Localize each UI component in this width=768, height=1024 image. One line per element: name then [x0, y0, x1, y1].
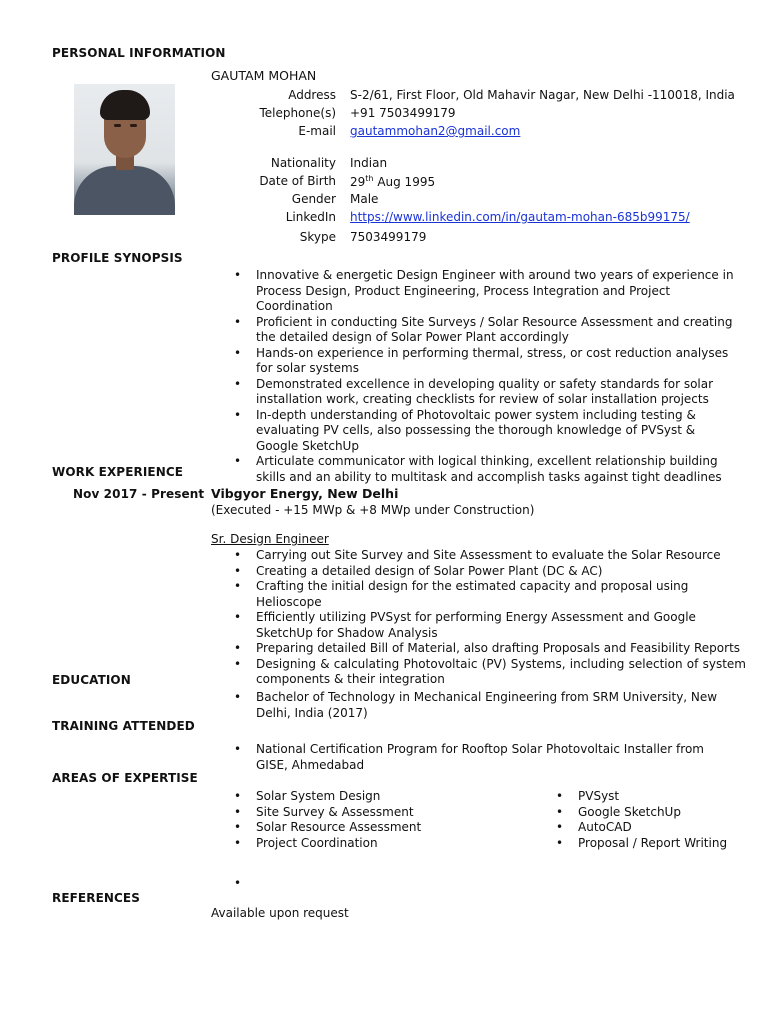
list-item: • Solar Resource Assessment — [234, 820, 422, 834]
email-label: E-mail — [298, 124, 336, 138]
list-item: • Proficient in conducting Site Surveys / Solar Resource Assessment and creating the detailed design of Solar Power Plant accordingly — [234, 314, 733, 344]
list-item: • Efficiently utilizing PVSyst for performing Energy Assessment and Google SketchUp for Shadow Analysis — [234, 610, 696, 640]
list-item: • Project Coordination — [234, 835, 378, 850]
linkedin-link[interactable]: https://www.linkedin.com/in/gautam-mohan-685b99175/ — [350, 210, 690, 224]
profile-list — [234, 268, 734, 485]
work-list — [234, 548, 746, 688]
list-item: • AutoCAD — [556, 820, 632, 834]
address-label: Address — [288, 88, 336, 102]
list-item: • Designing & calculating Photovoltaic (PV) Systems, including selection of system components & their integration — [234, 656, 746, 686]
list-item: • Carrying out Site Survey and Site Assessment to evaluate the Solar Resource — [234, 548, 721, 562]
linkedin-label: LinkedIn — [285, 210, 336, 224]
section-work-experience: WORK EXPERIENCE — [52, 465, 184, 479]
name-bar — [207, 68, 768, 85]
list-item: • National Certification Program for Rooftop Solar Photovoltaic Installer from GISE, Ahmedabad — [234, 742, 704, 772]
role-title: Sr. Design Engineer — [211, 532, 329, 546]
skype-value: 7503499179 — [350, 230, 427, 244]
executed-note: (Executed - +15 MWp & +8 MWp under Construction) — [211, 503, 535, 517]
address-value: S-2/61, First Floor, Old Mahavir Nagar, New Delhi -110018, India — [350, 88, 735, 102]
nationality-label: Nationality — [270, 156, 336, 170]
empty-bullet: • — [234, 876, 242, 890]
person-name: GAUTAM MOHAN — [211, 68, 317, 83]
dob-suffix: th — [365, 174, 374, 183]
profile-photo — [74, 84, 175, 215]
training-list — [234, 742, 726, 773]
expertise-list-right — [556, 789, 758, 851]
list-item: • Preparing detailed Bill of Material, also drafting Proposals and Feasibility Reports — [234, 641, 741, 655]
dob-day: 29 — [350, 175, 366, 189]
section-personal-information: PERSONAL INFORMATION — [52, 46, 226, 60]
list-item: • Articulate communicator with logical thinking, excellent relationship building skills and an ability to multitask and accomplish tasks against tight deadlines — [234, 454, 722, 484]
nationality-value: Indian — [350, 156, 388, 170]
skype-label: Skype — [299, 230, 336, 244]
list-item: • Innovative & energetic Design Engineer with around two years of experience in Process Design, Product Engineering, Process Integration and Project Coordination — [234, 268, 734, 313]
section-training-attended: TRAINING ATTENDED — [52, 719, 195, 733]
list-item: • Creating a detailed design of Solar Power Plant (DC & AC) — [234, 563, 603, 578]
list-item: • PVSyst — [556, 789, 620, 803]
list-item: • Crafting the initial design for the estimated capacity and proposal using Helioscope — [234, 579, 689, 609]
telephone-label: Telephone(s) — [259, 106, 336, 120]
list-item: • Demonstrated excellence in developing quality or safety standards for solar installation work, creating checklists for review of solar installation projects — [234, 376, 714, 406]
dob-value — [350, 174, 435, 189]
dob-label: Date of Birth — [259, 174, 336, 188]
work-period: Nov 2017 - Present — [73, 487, 205, 501]
section-areas-of-expertise: AREAS OF EXPERTISE — [52, 771, 198, 785]
dob-rest: Aug 1995 — [373, 175, 436, 189]
list-item: • Bachelor of Technology in Mechanical Engineering from SRM University, New Delhi, India (2017) — [234, 690, 718, 720]
list-item: • Site Survey & Assessment — [234, 804, 414, 819]
section-references: REFERENCES — [52, 891, 140, 905]
list-item: • Google SketchUp — [556, 804, 681, 819]
list-item: • Proposal / Report Writing — [556, 835, 728, 850]
list-item: • In-depth understanding of Photovoltaic power system including testing & evaluating PV cells, also possessing the thorough knowledge of PVSyst & Google SketchUp — [234, 407, 696, 453]
gender-label: Gender — [291, 192, 336, 206]
references-text: Available upon request — [211, 906, 349, 920]
list-item: • Solar System Design — [234, 789, 381, 803]
section-education: EDUCATION — [52, 673, 131, 687]
company-name: Vibgyor Energy, New Delhi — [211, 486, 399, 501]
education-list — [234, 690, 726, 721]
section-profile-synopsis: PROFILE SYNOPSIS — [52, 251, 183, 265]
email-link[interactable]: gautammohan2@gmail.com — [350, 124, 521, 138]
expertise-list-left — [234, 789, 516, 851]
telephone-value: +91 7503499179 — [350, 106, 456, 120]
list-item: • Hands-on experience in performing thermal, stress, or cost reduction analyses for solar systems — [234, 345, 729, 375]
gender-value: Male — [350, 192, 379, 206]
